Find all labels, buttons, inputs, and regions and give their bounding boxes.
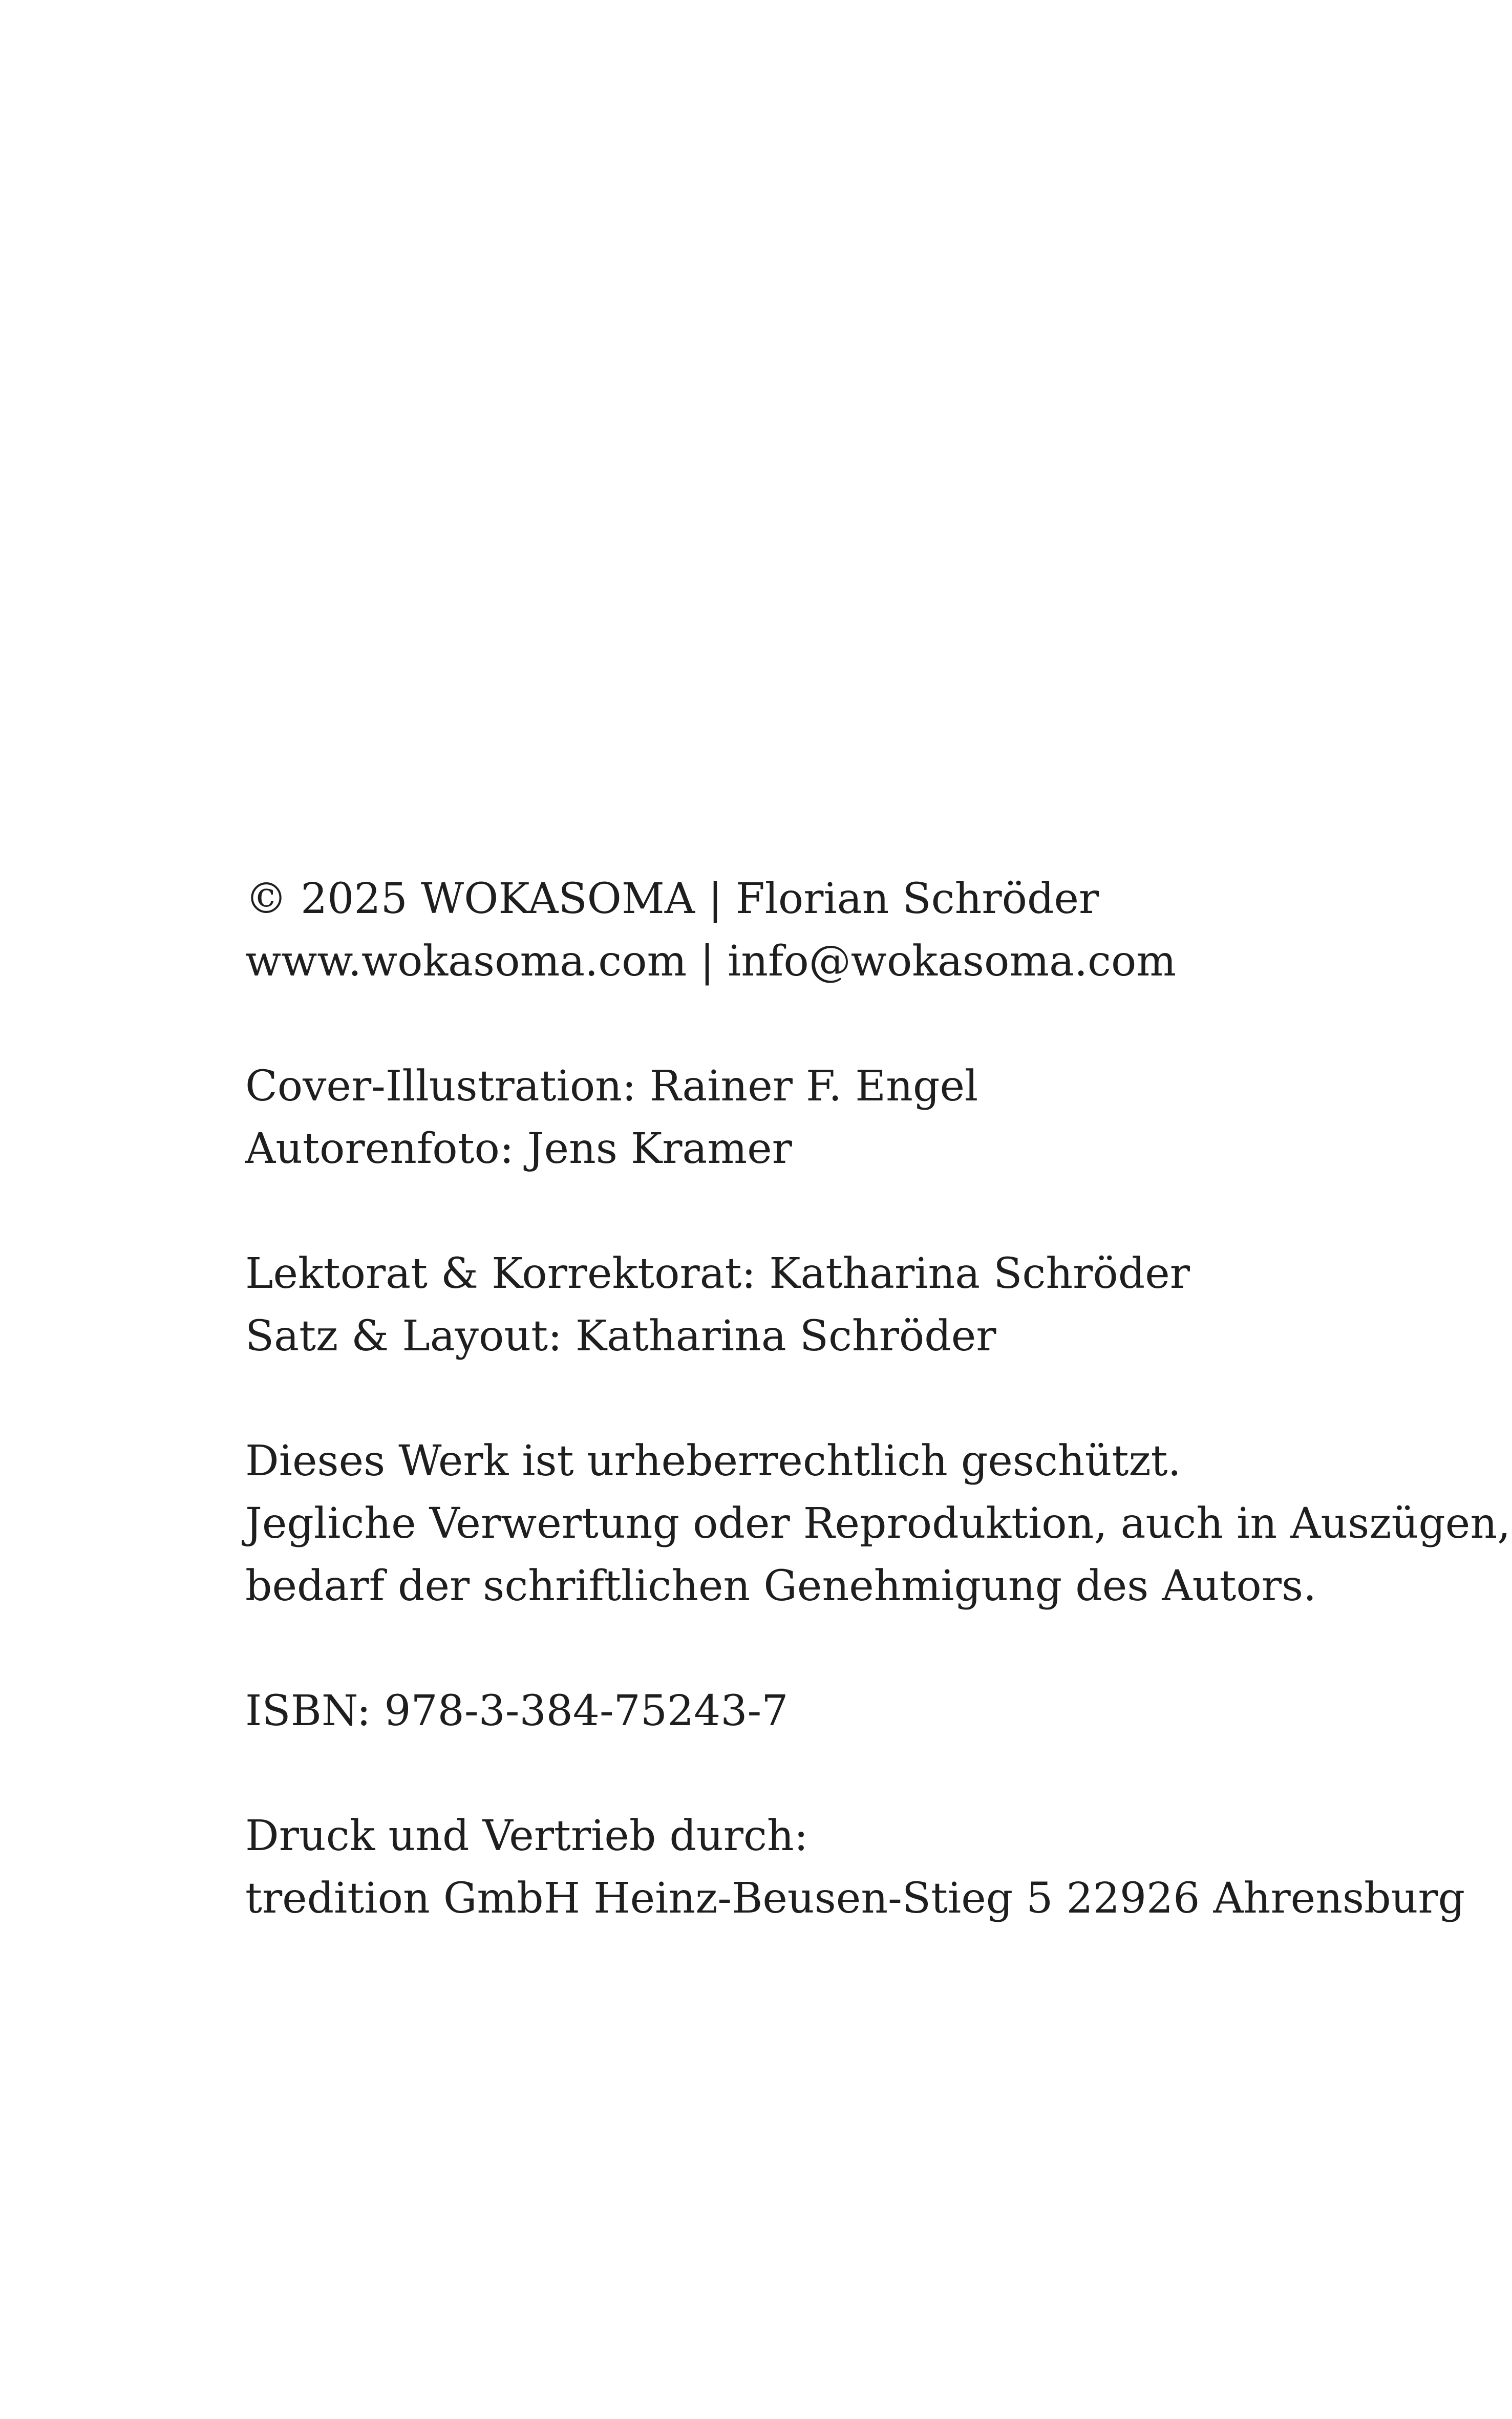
website-email-line: www.wokasoma.com | info@wokasoma.com <box>245 937 1177 986</box>
rights-notice-line: bedarf der schriftlichen Genehmigung des Autors. <box>245 1562 1317 1610</box>
layout-credit: Satz & Layout: Katharina Schröder <box>245 1312 996 1361</box>
distribution-label: Druck und Vertrieb durch: <box>245 1812 808 1860</box>
isbn-line: ISBN: 978-3-384-75243-7 <box>245 1687 789 1735</box>
isbn-block <box>245 1680 1423 1743</box>
rights-notice-block <box>245 1430 1511 1618</box>
editing-credits-block <box>245 1243 1423 1368</box>
editing-credit: Lektorat & Korrektorat: Katharina Schröder <box>245 1249 1190 1298</box>
publisher-address: tredition GmbH Heinz-Beusen-Stieg 5 22926 Ahrensburg <box>245 1874 1465 1923</box>
copyright-block <box>245 868 1423 993</box>
distribution-block <box>245 1805 1465 1930</box>
author-photo-credit: Autorenfoto: Jens Kramer <box>245 1124 792 1173</box>
copyright-line: © 2025 WOKASOMA | Florian Schröder <box>245 875 1099 923</box>
rights-notice-line: Jegliche Verwertung oder Reproduktion, auch in Auszügen, <box>245 1499 1511 1548</box>
imprint-page <box>245 868 1511 1930</box>
cover-illustration-credit: Cover-Illustration: Rainer F. Engel <box>245 1062 978 1111</box>
rights-notice-line: Dieses Werk ist urheberrechtlich geschützt. <box>245 1437 1181 1486</box>
artwork-credits-block <box>245 1055 1423 1180</box>
